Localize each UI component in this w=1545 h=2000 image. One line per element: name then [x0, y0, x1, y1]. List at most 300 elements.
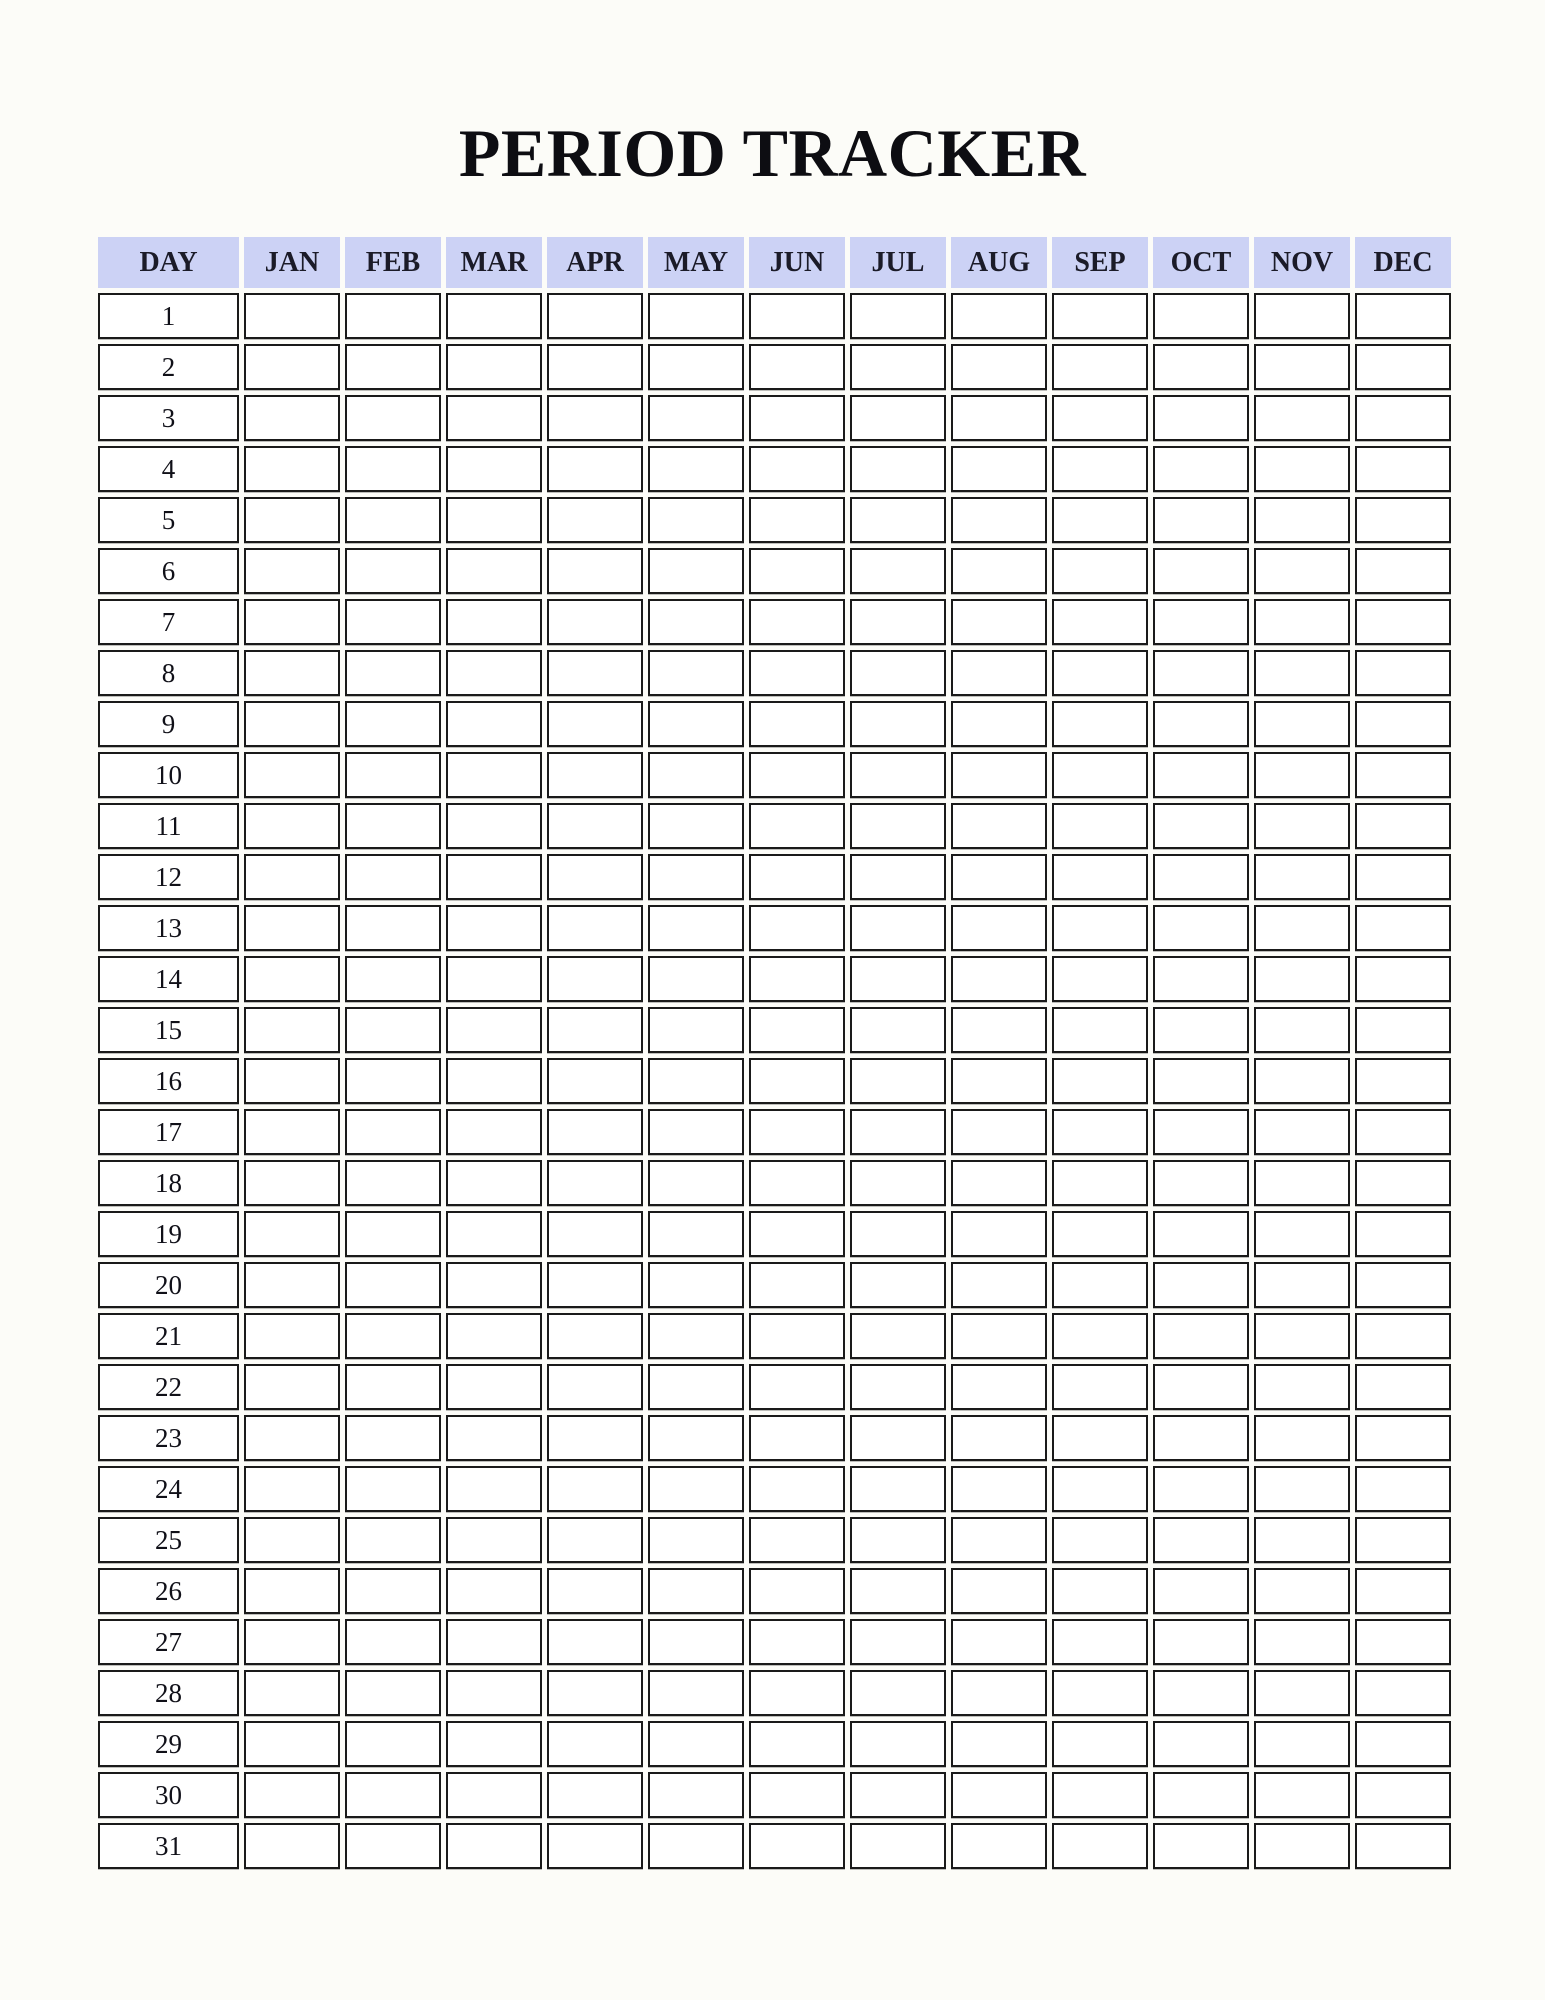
tracker-cell-dec-23[interactable]	[1355, 1415, 1451, 1461]
tracker-cell-feb-30[interactable]	[345, 1772, 441, 1818]
tracker-cell-oct-10[interactable]	[1153, 752, 1249, 798]
tracker-cell-oct-25[interactable]	[1153, 1517, 1249, 1563]
tracker-cell-sep-18[interactable]	[1052, 1160, 1148, 1206]
tracker-cell-dec-8[interactable]	[1355, 650, 1451, 696]
tracker-cell-jan-8[interactable]	[244, 650, 340, 696]
tracker-cell-oct-27[interactable]	[1153, 1619, 1249, 1665]
tracker-cell-apr-10[interactable]	[547, 752, 643, 798]
tracker-cell-mar-25[interactable]	[446, 1517, 542, 1563]
tracker-cell-may-26[interactable]	[648, 1568, 744, 1614]
tracker-cell-sep-30[interactable]	[1052, 1772, 1148, 1818]
tracker-cell-jan-10[interactable]	[244, 752, 340, 798]
tracker-cell-oct-28[interactable]	[1153, 1670, 1249, 1716]
tracker-cell-jun-25[interactable]	[749, 1517, 845, 1563]
tracker-cell-jul-31[interactable]	[850, 1823, 946, 1869]
tracker-cell-jan-26[interactable]	[244, 1568, 340, 1614]
tracker-cell-dec-24[interactable]	[1355, 1466, 1451, 1512]
tracker-cell-feb-31[interactable]	[345, 1823, 441, 1869]
tracker-cell-jul-18[interactable]	[850, 1160, 946, 1206]
tracker-cell-jan-22[interactable]	[244, 1364, 340, 1410]
tracker-cell-apr-28[interactable]	[547, 1670, 643, 1716]
tracker-cell-dec-28[interactable]	[1355, 1670, 1451, 1716]
tracker-cell-may-24[interactable]	[648, 1466, 744, 1512]
tracker-cell-nov-30[interactable]	[1254, 1772, 1350, 1818]
tracker-cell-oct-2[interactable]	[1153, 344, 1249, 390]
tracker-cell-oct-1[interactable]	[1153, 293, 1249, 339]
tracker-cell-mar-14[interactable]	[446, 956, 542, 1002]
tracker-cell-nov-2[interactable]	[1254, 344, 1350, 390]
tracker-cell-sep-9[interactable]	[1052, 701, 1148, 747]
tracker-cell-jul-21[interactable]	[850, 1313, 946, 1359]
tracker-cell-apr-29[interactable]	[547, 1721, 643, 1767]
tracker-cell-mar-21[interactable]	[446, 1313, 542, 1359]
tracker-cell-jan-27[interactable]	[244, 1619, 340, 1665]
tracker-cell-oct-16[interactable]	[1153, 1058, 1249, 1104]
tracker-cell-oct-5[interactable]	[1153, 497, 1249, 543]
tracker-cell-jan-16[interactable]	[244, 1058, 340, 1104]
tracker-cell-jul-3[interactable]	[850, 395, 946, 441]
tracker-cell-apr-18[interactable]	[547, 1160, 643, 1206]
tracker-cell-oct-18[interactable]	[1153, 1160, 1249, 1206]
tracker-cell-jan-23[interactable]	[244, 1415, 340, 1461]
tracker-cell-apr-12[interactable]	[547, 854, 643, 900]
tracker-cell-nov-31[interactable]	[1254, 1823, 1350, 1869]
tracker-cell-jul-16[interactable]	[850, 1058, 946, 1104]
tracker-cell-dec-5[interactable]	[1355, 497, 1451, 543]
tracker-cell-nov-16[interactable]	[1254, 1058, 1350, 1104]
tracker-cell-feb-23[interactable]	[345, 1415, 441, 1461]
tracker-cell-aug-1[interactable]	[951, 293, 1047, 339]
tracker-cell-dec-11[interactable]	[1355, 803, 1451, 849]
tracker-cell-dec-25[interactable]	[1355, 1517, 1451, 1563]
tracker-cell-jun-17[interactable]	[749, 1109, 845, 1155]
tracker-cell-feb-29[interactable]	[345, 1721, 441, 1767]
tracker-cell-aug-27[interactable]	[951, 1619, 1047, 1665]
tracker-cell-dec-29[interactable]	[1355, 1721, 1451, 1767]
tracker-cell-sep-8[interactable]	[1052, 650, 1148, 696]
tracker-cell-sep-7[interactable]	[1052, 599, 1148, 645]
tracker-cell-mar-15[interactable]	[446, 1007, 542, 1053]
tracker-cell-jul-22[interactable]	[850, 1364, 946, 1410]
tracker-cell-nov-20[interactable]	[1254, 1262, 1350, 1308]
tracker-cell-dec-6[interactable]	[1355, 548, 1451, 594]
tracker-cell-jun-24[interactable]	[749, 1466, 845, 1512]
tracker-cell-aug-7[interactable]	[951, 599, 1047, 645]
tracker-cell-jun-27[interactable]	[749, 1619, 845, 1665]
tracker-cell-dec-20[interactable]	[1355, 1262, 1451, 1308]
tracker-cell-apr-1[interactable]	[547, 293, 643, 339]
tracker-cell-oct-14[interactable]	[1153, 956, 1249, 1002]
tracker-cell-mar-10[interactable]	[446, 752, 542, 798]
tracker-cell-jan-30[interactable]	[244, 1772, 340, 1818]
tracker-cell-sep-14[interactable]	[1052, 956, 1148, 1002]
tracker-cell-jun-19[interactable]	[749, 1211, 845, 1257]
tracker-cell-mar-26[interactable]	[446, 1568, 542, 1614]
tracker-cell-apr-6[interactable]	[547, 548, 643, 594]
tracker-cell-aug-25[interactable]	[951, 1517, 1047, 1563]
tracker-cell-nov-22[interactable]	[1254, 1364, 1350, 1410]
tracker-cell-mar-27[interactable]	[446, 1619, 542, 1665]
tracker-cell-jun-23[interactable]	[749, 1415, 845, 1461]
tracker-cell-apr-26[interactable]	[547, 1568, 643, 1614]
tracker-cell-nov-3[interactable]	[1254, 395, 1350, 441]
tracker-cell-jul-14[interactable]	[850, 956, 946, 1002]
tracker-cell-dec-14[interactable]	[1355, 956, 1451, 1002]
tracker-cell-oct-4[interactable]	[1153, 446, 1249, 492]
tracker-cell-jun-1[interactable]	[749, 293, 845, 339]
tracker-cell-nov-19[interactable]	[1254, 1211, 1350, 1257]
tracker-cell-aug-16[interactable]	[951, 1058, 1047, 1104]
tracker-cell-oct-23[interactable]	[1153, 1415, 1249, 1461]
tracker-cell-jul-1[interactable]	[850, 293, 946, 339]
tracker-cell-aug-14[interactable]	[951, 956, 1047, 1002]
tracker-cell-sep-13[interactable]	[1052, 905, 1148, 951]
tracker-cell-apr-19[interactable]	[547, 1211, 643, 1257]
tracker-cell-may-1[interactable]	[648, 293, 744, 339]
tracker-cell-sep-29[interactable]	[1052, 1721, 1148, 1767]
tracker-cell-nov-13[interactable]	[1254, 905, 1350, 951]
tracker-cell-may-27[interactable]	[648, 1619, 744, 1665]
tracker-cell-jul-9[interactable]	[850, 701, 946, 747]
tracker-cell-jul-5[interactable]	[850, 497, 946, 543]
tracker-cell-dec-3[interactable]	[1355, 395, 1451, 441]
tracker-cell-nov-12[interactable]	[1254, 854, 1350, 900]
tracker-cell-nov-26[interactable]	[1254, 1568, 1350, 1614]
tracker-cell-nov-8[interactable]	[1254, 650, 1350, 696]
tracker-cell-sep-10[interactable]	[1052, 752, 1148, 798]
tracker-cell-jun-15[interactable]	[749, 1007, 845, 1053]
tracker-cell-mar-12[interactable]	[446, 854, 542, 900]
tracker-cell-apr-20[interactable]	[547, 1262, 643, 1308]
tracker-cell-feb-16[interactable]	[345, 1058, 441, 1104]
tracker-cell-feb-7[interactable]	[345, 599, 441, 645]
tracker-cell-apr-14[interactable]	[547, 956, 643, 1002]
tracker-cell-dec-18[interactable]	[1355, 1160, 1451, 1206]
tracker-cell-nov-4[interactable]	[1254, 446, 1350, 492]
tracker-cell-nov-25[interactable]	[1254, 1517, 1350, 1563]
tracker-cell-aug-4[interactable]	[951, 446, 1047, 492]
tracker-cell-mar-11[interactable]	[446, 803, 542, 849]
tracker-cell-mar-5[interactable]	[446, 497, 542, 543]
tracker-cell-jan-31[interactable]	[244, 1823, 340, 1869]
tracker-cell-dec-21[interactable]	[1355, 1313, 1451, 1359]
tracker-cell-aug-15[interactable]	[951, 1007, 1047, 1053]
tracker-cell-sep-25[interactable]	[1052, 1517, 1148, 1563]
tracker-cell-feb-26[interactable]	[345, 1568, 441, 1614]
tracker-cell-may-17[interactable]	[648, 1109, 744, 1155]
tracker-cell-mar-29[interactable]	[446, 1721, 542, 1767]
tracker-cell-may-7[interactable]	[648, 599, 744, 645]
tracker-cell-jul-6[interactable]	[850, 548, 946, 594]
tracker-cell-may-30[interactable]	[648, 1772, 744, 1818]
tracker-cell-sep-27[interactable]	[1052, 1619, 1148, 1665]
tracker-cell-may-15[interactable]	[648, 1007, 744, 1053]
tracker-cell-dec-15[interactable]	[1355, 1007, 1451, 1053]
tracker-cell-nov-21[interactable]	[1254, 1313, 1350, 1359]
tracker-cell-apr-9[interactable]	[547, 701, 643, 747]
tracker-cell-feb-18[interactable]	[345, 1160, 441, 1206]
tracker-cell-sep-31[interactable]	[1052, 1823, 1148, 1869]
tracker-cell-feb-1[interactable]	[345, 293, 441, 339]
tracker-cell-jun-3[interactable]	[749, 395, 845, 441]
tracker-cell-nov-9[interactable]	[1254, 701, 1350, 747]
tracker-cell-dec-30[interactable]	[1355, 1772, 1451, 1818]
tracker-cell-dec-9[interactable]	[1355, 701, 1451, 747]
tracker-cell-oct-9[interactable]	[1153, 701, 1249, 747]
tracker-cell-jun-26[interactable]	[749, 1568, 845, 1614]
tracker-cell-nov-23[interactable]	[1254, 1415, 1350, 1461]
tracker-cell-may-29[interactable]	[648, 1721, 744, 1767]
tracker-cell-apr-30[interactable]	[547, 1772, 643, 1818]
tracker-cell-may-31[interactable]	[648, 1823, 744, 1869]
tracker-cell-sep-11[interactable]	[1052, 803, 1148, 849]
tracker-cell-feb-27[interactable]	[345, 1619, 441, 1665]
tracker-cell-feb-28[interactable]	[345, 1670, 441, 1716]
tracker-cell-feb-2[interactable]	[345, 344, 441, 390]
tracker-cell-sep-26[interactable]	[1052, 1568, 1148, 1614]
tracker-cell-dec-26[interactable]	[1355, 1568, 1451, 1614]
tracker-cell-oct-20[interactable]	[1153, 1262, 1249, 1308]
tracker-cell-jan-13[interactable]	[244, 905, 340, 951]
tracker-cell-may-23[interactable]	[648, 1415, 744, 1461]
tracker-cell-feb-6[interactable]	[345, 548, 441, 594]
tracker-cell-jan-7[interactable]	[244, 599, 340, 645]
tracker-cell-apr-25[interactable]	[547, 1517, 643, 1563]
tracker-cell-dec-31[interactable]	[1355, 1823, 1451, 1869]
tracker-cell-mar-8[interactable]	[446, 650, 542, 696]
tracker-cell-apr-11[interactable]	[547, 803, 643, 849]
tracker-cell-oct-22[interactable]	[1153, 1364, 1249, 1410]
tracker-cell-aug-12[interactable]	[951, 854, 1047, 900]
tracker-cell-jan-12[interactable]	[244, 854, 340, 900]
tracker-cell-may-28[interactable]	[648, 1670, 744, 1716]
tracker-cell-oct-31[interactable]	[1153, 1823, 1249, 1869]
tracker-cell-sep-3[interactable]	[1052, 395, 1148, 441]
tracker-cell-jan-3[interactable]	[244, 395, 340, 441]
tracker-cell-nov-11[interactable]	[1254, 803, 1350, 849]
tracker-cell-apr-15[interactable]	[547, 1007, 643, 1053]
tracker-cell-nov-7[interactable]	[1254, 599, 1350, 645]
tracker-cell-jul-30[interactable]	[850, 1772, 946, 1818]
tracker-cell-jul-10[interactable]	[850, 752, 946, 798]
tracker-cell-jun-11[interactable]	[749, 803, 845, 849]
tracker-cell-may-12[interactable]	[648, 854, 744, 900]
tracker-cell-nov-29[interactable]	[1254, 1721, 1350, 1767]
tracker-cell-jun-22[interactable]	[749, 1364, 845, 1410]
tracker-cell-sep-17[interactable]	[1052, 1109, 1148, 1155]
tracker-cell-may-2[interactable]	[648, 344, 744, 390]
tracker-cell-jul-12[interactable]	[850, 854, 946, 900]
tracker-cell-dec-13[interactable]	[1355, 905, 1451, 951]
tracker-cell-feb-9[interactable]	[345, 701, 441, 747]
tracker-cell-jul-8[interactable]	[850, 650, 946, 696]
tracker-cell-jun-21[interactable]	[749, 1313, 845, 1359]
tracker-cell-aug-2[interactable]	[951, 344, 1047, 390]
tracker-cell-jul-27[interactable]	[850, 1619, 946, 1665]
tracker-cell-jun-20[interactable]	[749, 1262, 845, 1308]
tracker-cell-may-20[interactable]	[648, 1262, 744, 1308]
tracker-cell-jan-17[interactable]	[244, 1109, 340, 1155]
tracker-cell-nov-1[interactable]	[1254, 293, 1350, 339]
tracker-cell-may-9[interactable]	[648, 701, 744, 747]
tracker-cell-jun-29[interactable]	[749, 1721, 845, 1767]
tracker-cell-mar-3[interactable]	[446, 395, 542, 441]
tracker-cell-apr-4[interactable]	[547, 446, 643, 492]
tracker-cell-aug-28[interactable]	[951, 1670, 1047, 1716]
tracker-cell-mar-20[interactable]	[446, 1262, 542, 1308]
tracker-cell-apr-24[interactable]	[547, 1466, 643, 1512]
tracker-cell-jan-4[interactable]	[244, 446, 340, 492]
tracker-cell-sep-20[interactable]	[1052, 1262, 1148, 1308]
tracker-cell-feb-10[interactable]	[345, 752, 441, 798]
tracker-cell-jan-6[interactable]	[244, 548, 340, 594]
tracker-cell-jun-5[interactable]	[749, 497, 845, 543]
tracker-cell-jul-26[interactable]	[850, 1568, 946, 1614]
tracker-cell-may-5[interactable]	[648, 497, 744, 543]
tracker-cell-mar-9[interactable]	[446, 701, 542, 747]
tracker-cell-sep-2[interactable]	[1052, 344, 1148, 390]
tracker-cell-sep-5[interactable]	[1052, 497, 1148, 543]
tracker-cell-jan-9[interactable]	[244, 701, 340, 747]
tracker-cell-sep-16[interactable]	[1052, 1058, 1148, 1104]
tracker-cell-feb-12[interactable]	[345, 854, 441, 900]
tracker-cell-apr-23[interactable]	[547, 1415, 643, 1461]
tracker-cell-nov-14[interactable]	[1254, 956, 1350, 1002]
tracker-cell-mar-18[interactable]	[446, 1160, 542, 1206]
tracker-cell-aug-6[interactable]	[951, 548, 1047, 594]
tracker-cell-oct-6[interactable]	[1153, 548, 1249, 594]
tracker-cell-mar-4[interactable]	[446, 446, 542, 492]
tracker-cell-jul-20[interactable]	[850, 1262, 946, 1308]
tracker-cell-sep-12[interactable]	[1052, 854, 1148, 900]
tracker-cell-dec-4[interactable]	[1355, 446, 1451, 492]
tracker-cell-jul-15[interactable]	[850, 1007, 946, 1053]
tracker-cell-sep-1[interactable]	[1052, 293, 1148, 339]
tracker-cell-jun-16[interactable]	[749, 1058, 845, 1104]
tracker-cell-jun-30[interactable]	[749, 1772, 845, 1818]
tracker-cell-may-10[interactable]	[648, 752, 744, 798]
tracker-cell-aug-17[interactable]	[951, 1109, 1047, 1155]
tracker-cell-mar-30[interactable]	[446, 1772, 542, 1818]
tracker-cell-sep-4[interactable]	[1052, 446, 1148, 492]
tracker-cell-jan-15[interactable]	[244, 1007, 340, 1053]
tracker-cell-jul-19[interactable]	[850, 1211, 946, 1257]
tracker-cell-mar-31[interactable]	[446, 1823, 542, 1869]
tracker-cell-mar-28[interactable]	[446, 1670, 542, 1716]
tracker-cell-nov-6[interactable]	[1254, 548, 1350, 594]
tracker-cell-sep-23[interactable]	[1052, 1415, 1148, 1461]
tracker-cell-jan-5[interactable]	[244, 497, 340, 543]
tracker-cell-mar-1[interactable]	[446, 293, 542, 339]
tracker-cell-aug-10[interactable]	[951, 752, 1047, 798]
tracker-cell-jun-9[interactable]	[749, 701, 845, 747]
tracker-cell-oct-7[interactable]	[1153, 599, 1249, 645]
tracker-cell-dec-19[interactable]	[1355, 1211, 1451, 1257]
tracker-cell-apr-31[interactable]	[547, 1823, 643, 1869]
tracker-cell-jan-21[interactable]	[244, 1313, 340, 1359]
tracker-cell-jan-24[interactable]	[244, 1466, 340, 1512]
tracker-cell-apr-17[interactable]	[547, 1109, 643, 1155]
tracker-cell-may-16[interactable]	[648, 1058, 744, 1104]
tracker-cell-nov-5[interactable]	[1254, 497, 1350, 543]
tracker-cell-jan-1[interactable]	[244, 293, 340, 339]
tracker-cell-nov-18[interactable]	[1254, 1160, 1350, 1206]
tracker-cell-aug-11[interactable]	[951, 803, 1047, 849]
tracker-cell-may-3[interactable]	[648, 395, 744, 441]
tracker-cell-mar-23[interactable]	[446, 1415, 542, 1461]
tracker-cell-feb-19[interactable]	[345, 1211, 441, 1257]
tracker-cell-nov-24[interactable]	[1254, 1466, 1350, 1512]
tracker-cell-may-21[interactable]	[648, 1313, 744, 1359]
tracker-cell-jun-12[interactable]	[749, 854, 845, 900]
tracker-cell-jun-6[interactable]	[749, 548, 845, 594]
tracker-cell-aug-18[interactable]	[951, 1160, 1047, 1206]
tracker-cell-aug-9[interactable]	[951, 701, 1047, 747]
tracker-cell-nov-27[interactable]	[1254, 1619, 1350, 1665]
tracker-cell-feb-11[interactable]	[345, 803, 441, 849]
tracker-cell-jun-13[interactable]	[749, 905, 845, 951]
tracker-cell-may-8[interactable]	[648, 650, 744, 696]
tracker-cell-mar-13[interactable]	[446, 905, 542, 951]
tracker-cell-dec-10[interactable]	[1355, 752, 1451, 798]
tracker-cell-aug-8[interactable]	[951, 650, 1047, 696]
tracker-cell-dec-1[interactable]	[1355, 293, 1451, 339]
tracker-cell-feb-20[interactable]	[345, 1262, 441, 1308]
tracker-cell-aug-24[interactable]	[951, 1466, 1047, 1512]
tracker-cell-may-6[interactable]	[648, 548, 744, 594]
tracker-cell-feb-22[interactable]	[345, 1364, 441, 1410]
tracker-cell-feb-3[interactable]	[345, 395, 441, 441]
tracker-cell-mar-17[interactable]	[446, 1109, 542, 1155]
tracker-cell-mar-2[interactable]	[446, 344, 542, 390]
tracker-cell-oct-12[interactable]	[1153, 854, 1249, 900]
tracker-cell-apr-22[interactable]	[547, 1364, 643, 1410]
tracker-cell-aug-21[interactable]	[951, 1313, 1047, 1359]
tracker-cell-apr-7[interactable]	[547, 599, 643, 645]
tracker-cell-apr-2[interactable]	[547, 344, 643, 390]
tracker-cell-oct-29[interactable]	[1153, 1721, 1249, 1767]
tracker-cell-may-14[interactable]	[648, 956, 744, 1002]
tracker-cell-mar-24[interactable]	[446, 1466, 542, 1512]
tracker-cell-may-13[interactable]	[648, 905, 744, 951]
tracker-cell-apr-5[interactable]	[547, 497, 643, 543]
tracker-cell-oct-30[interactable]	[1153, 1772, 1249, 1818]
tracker-cell-jan-14[interactable]	[244, 956, 340, 1002]
tracker-cell-sep-19[interactable]	[1052, 1211, 1148, 1257]
tracker-cell-oct-11[interactable]	[1153, 803, 1249, 849]
tracker-cell-feb-13[interactable]	[345, 905, 441, 951]
tracker-cell-apr-8[interactable]	[547, 650, 643, 696]
tracker-cell-aug-5[interactable]	[951, 497, 1047, 543]
tracker-cell-jul-2[interactable]	[850, 344, 946, 390]
tracker-cell-apr-3[interactable]	[547, 395, 643, 441]
tracker-cell-jan-29[interactable]	[244, 1721, 340, 1767]
tracker-cell-dec-22[interactable]	[1355, 1364, 1451, 1410]
tracker-cell-oct-26[interactable]	[1153, 1568, 1249, 1614]
tracker-cell-jul-7[interactable]	[850, 599, 946, 645]
tracker-cell-dec-12[interactable]	[1355, 854, 1451, 900]
tracker-cell-oct-24[interactable]	[1153, 1466, 1249, 1512]
tracker-cell-aug-13[interactable]	[951, 905, 1047, 951]
tracker-cell-feb-15[interactable]	[345, 1007, 441, 1053]
tracker-cell-jul-11[interactable]	[850, 803, 946, 849]
tracker-cell-feb-4[interactable]	[345, 446, 441, 492]
tracker-cell-apr-27[interactable]	[547, 1619, 643, 1665]
tracker-cell-may-4[interactable]	[648, 446, 744, 492]
tracker-cell-jun-8[interactable]	[749, 650, 845, 696]
tracker-cell-oct-19[interactable]	[1153, 1211, 1249, 1257]
tracker-cell-aug-19[interactable]	[951, 1211, 1047, 1257]
